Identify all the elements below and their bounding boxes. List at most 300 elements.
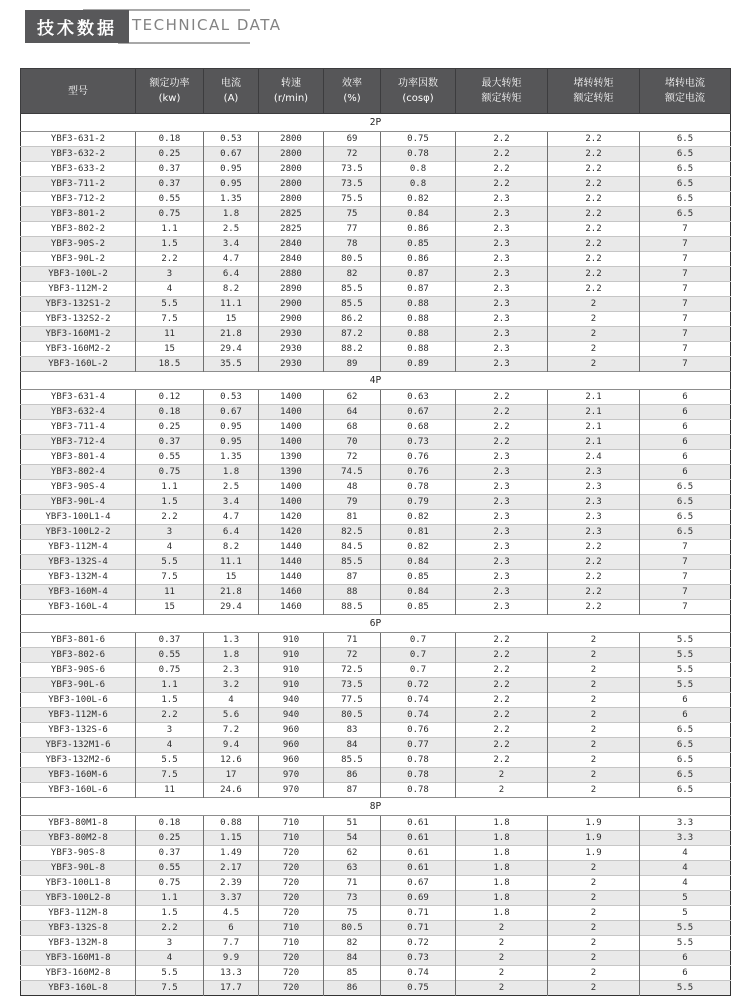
value-cell: 2.3 [548, 480, 640, 495]
table-row [21, 936, 731, 951]
model-cell: YBF3-90L-6 [21, 678, 136, 693]
value-cell: 0.88 [381, 312, 456, 327]
value-cell: 720 [259, 876, 324, 891]
column-header-line2: 额定转矩 [573, 93, 614, 104]
value-cell: 86.2 [324, 312, 381, 327]
value-cell: 2.3 [456, 267, 548, 282]
value-cell: 75 [324, 207, 381, 222]
model-cell: YBF3-632-4 [21, 405, 136, 420]
value-cell: 1.8 [204, 465, 259, 480]
value-cell: 1.8 [456, 846, 548, 861]
model-cell: YBF3-132S-8 [21, 921, 136, 936]
value-cell: 7 [640, 297, 731, 312]
value-cell: 720 [259, 846, 324, 861]
table-row [21, 921, 731, 936]
value-cell: 720 [259, 891, 324, 906]
table-row [21, 966, 731, 981]
value-cell: 2.5 [204, 480, 259, 495]
column-header-line1: 转速 [281, 78, 301, 89]
value-cell: 0.18 [136, 816, 204, 831]
value-cell: 2.2 [136, 510, 204, 525]
column-header [324, 69, 381, 114]
value-cell: 2.17 [204, 861, 259, 876]
value-cell: 2 [456, 783, 548, 798]
value-cell: 2840 [259, 252, 324, 267]
table-row [21, 177, 731, 192]
value-cell: 2 [548, 357, 640, 372]
value-cell: 82 [324, 267, 381, 282]
value-cell: 0.75 [136, 465, 204, 480]
value-cell: 5.5 [640, 648, 731, 663]
value-cell: 1400 [259, 480, 324, 495]
value-cell: 6 [640, 390, 731, 405]
column-header-line2: 额定电流 [665, 93, 705, 104]
value-cell: 2.3 [456, 327, 548, 342]
section-label: 4P [21, 372, 731, 390]
value-cell: 2.2 [548, 177, 640, 192]
value-cell: 7 [640, 267, 731, 282]
value-cell: 2930 [259, 357, 324, 372]
value-cell: 80.5 [324, 708, 381, 723]
value-cell: 74.5 [324, 465, 381, 480]
value-cell: 0.37 [136, 177, 204, 192]
model-cell: YBF3-801-4 [21, 450, 136, 465]
table-row [21, 723, 731, 738]
value-cell: 17 [204, 768, 259, 783]
value-cell: 0.72 [381, 678, 456, 693]
model-cell: YBF3-711-2 [21, 177, 136, 192]
value-cell: 0.61 [381, 816, 456, 831]
value-cell: 710 [259, 921, 324, 936]
value-cell: 85.5 [324, 297, 381, 312]
value-cell: 1.8 [204, 207, 259, 222]
value-cell: 79 [324, 495, 381, 510]
value-cell: 0.67 [204, 405, 259, 420]
value-cell: 1420 [259, 510, 324, 525]
model-cell: YBF3-631-4 [21, 390, 136, 405]
value-cell: 2800 [259, 162, 324, 177]
table-row [21, 876, 731, 891]
value-cell: 6.5 [640, 525, 731, 540]
value-cell: 0.89 [381, 357, 456, 372]
value-cell: 2840 [259, 237, 324, 252]
value-cell: 4.5 [204, 906, 259, 921]
value-cell: 2.3 [456, 252, 548, 267]
value-cell: 0.79 [381, 495, 456, 510]
value-cell: 85 [324, 966, 381, 981]
value-cell: 0.18 [136, 405, 204, 420]
section-label: 8P [21, 798, 731, 816]
value-cell: 720 [259, 861, 324, 876]
value-cell: 17.7 [204, 981, 259, 996]
value-cell: 2900 [259, 312, 324, 327]
table-section-4p [21, 372, 731, 615]
value-cell: 2 [456, 951, 548, 966]
value-cell: 80.5 [324, 921, 381, 936]
value-cell: 0.55 [136, 861, 204, 876]
value-cell: 2825 [259, 222, 324, 237]
model-cell: YBF3-132M1-6 [21, 738, 136, 753]
value-cell: 2.3 [456, 585, 548, 600]
value-cell: 710 [259, 816, 324, 831]
value-cell: 0.71 [381, 921, 456, 936]
value-cell: 2 [548, 753, 640, 768]
value-cell: 6 [640, 693, 731, 708]
value-cell: 3 [136, 267, 204, 282]
value-cell: 0.75 [381, 981, 456, 996]
value-cell: 3.4 [204, 237, 259, 252]
model-cell: YBF3-132S1-2 [21, 297, 136, 312]
table-row [21, 570, 731, 585]
model-cell: YBF3-160M2-2 [21, 342, 136, 357]
value-cell: 21.8 [204, 327, 259, 342]
technical-data-table [20, 68, 731, 996]
table-row [21, 357, 731, 372]
value-cell: 2.3 [456, 540, 548, 555]
value-cell: 1.8 [456, 891, 548, 906]
table-row [21, 435, 731, 450]
value-cell: 85.5 [324, 555, 381, 570]
value-cell: 1.5 [136, 237, 204, 252]
value-cell: 720 [259, 951, 324, 966]
value-cell: 0.67 [381, 876, 456, 891]
value-cell: 2 [548, 342, 640, 357]
table-section-6p [21, 615, 731, 798]
column-header-line1: 功率因数 [398, 78, 438, 89]
model-cell: YBF3-160M1-8 [21, 951, 136, 966]
value-cell: 2 [548, 312, 640, 327]
model-cell: YBF3-132S-4 [21, 555, 136, 570]
value-cell: 1.5 [136, 906, 204, 921]
model-cell: YBF3-633-2 [21, 162, 136, 177]
value-cell: 85.5 [324, 282, 381, 297]
value-cell: 2.3 [548, 525, 640, 540]
value-cell: 4 [136, 540, 204, 555]
value-cell: 3 [136, 723, 204, 738]
value-cell: 0.78 [381, 753, 456, 768]
value-cell: 2 [548, 678, 640, 693]
value-cell: 1.1 [136, 891, 204, 906]
value-cell: 6.5 [640, 177, 731, 192]
value-cell: 2 [548, 663, 640, 678]
value-cell: 0.85 [381, 600, 456, 615]
value-cell: 2.2 [456, 693, 548, 708]
value-cell: 0.87 [381, 282, 456, 297]
value-cell: 2.3 [456, 495, 548, 510]
column-header-line1: 最大转矩 [481, 78, 522, 89]
value-cell: 2.2 [548, 267, 640, 282]
value-cell: 0.55 [136, 192, 204, 207]
value-cell: 1400 [259, 405, 324, 420]
value-cell: 3.3 [640, 831, 731, 846]
value-cell: 0.88 [381, 342, 456, 357]
value-cell: 2 [548, 981, 640, 996]
value-cell: 1400 [259, 495, 324, 510]
column-header-line2: 额定转矩 [481, 93, 522, 104]
value-cell: 72 [324, 648, 381, 663]
value-cell: 2.3 [204, 663, 259, 678]
value-cell: 6.5 [640, 495, 731, 510]
value-cell: 5.5 [136, 555, 204, 570]
value-cell: 2.2 [456, 177, 548, 192]
model-cell: YBF3-90S-2 [21, 237, 136, 252]
value-cell: 2 [548, 891, 640, 906]
value-cell: 0.74 [381, 966, 456, 981]
value-cell: 2 [548, 738, 640, 753]
value-cell: 6.5 [640, 147, 731, 162]
value-cell: 6.5 [640, 132, 731, 147]
model-cell: YBF3-100L-2 [21, 267, 136, 282]
value-cell: 1.8 [456, 831, 548, 846]
value-cell: 82 [324, 936, 381, 951]
value-cell: 86 [324, 768, 381, 783]
value-cell: 63 [324, 861, 381, 876]
table-row [21, 708, 731, 723]
value-cell: 73.5 [324, 678, 381, 693]
value-cell: 710 [259, 831, 324, 846]
model-cell: YBF3-802-6 [21, 648, 136, 663]
value-cell: 2.3 [456, 600, 548, 615]
table-row [21, 282, 731, 297]
value-cell: 2 [548, 297, 640, 312]
value-cell: 62 [324, 846, 381, 861]
value-cell: 0.95 [204, 435, 259, 450]
value-cell: 4 [204, 693, 259, 708]
column-header [456, 69, 548, 114]
value-cell: 2.2 [456, 633, 548, 648]
value-cell: 7 [640, 327, 731, 342]
value-cell: 2 [548, 327, 640, 342]
value-cell: 62 [324, 390, 381, 405]
value-cell: 1.8 [204, 648, 259, 663]
value-cell: 1.1 [136, 480, 204, 495]
value-cell: 720 [259, 966, 324, 981]
table-row [21, 495, 731, 510]
model-cell: YBF3-112M-2 [21, 282, 136, 297]
value-cell: 75.5 [324, 192, 381, 207]
value-cell: 2.1 [548, 420, 640, 435]
value-cell: 2 [548, 951, 640, 966]
value-cell: 2 [548, 633, 640, 648]
value-cell: 7.5 [136, 312, 204, 327]
value-cell: 0.68 [381, 420, 456, 435]
value-cell: 5.5 [640, 633, 731, 648]
value-cell: 87 [324, 783, 381, 798]
value-cell: 9.9 [204, 951, 259, 966]
value-cell: 2.1 [548, 405, 640, 420]
value-cell: 0.86 [381, 222, 456, 237]
value-cell: 73.5 [324, 162, 381, 177]
model-cell: YBF3-132M-4 [21, 570, 136, 585]
value-cell: 7 [640, 570, 731, 585]
value-cell: 0.82 [381, 510, 456, 525]
value-cell: 0.53 [204, 132, 259, 147]
model-cell: YBF3-90L-4 [21, 495, 136, 510]
header-rule-bottom [118, 42, 250, 44]
table-row [21, 678, 731, 693]
column-header-line1: 电流 [221, 78, 241, 89]
model-cell: YBF3-632-2 [21, 147, 136, 162]
value-cell: 4 [136, 951, 204, 966]
value-cell: 0.69 [381, 891, 456, 906]
value-cell: 1390 [259, 465, 324, 480]
value-cell: 7 [640, 600, 731, 615]
value-cell: 910 [259, 663, 324, 678]
value-cell: 1.35 [204, 192, 259, 207]
value-cell: 2930 [259, 342, 324, 357]
value-cell: 2.3 [548, 510, 640, 525]
value-cell: 2 [456, 768, 548, 783]
value-cell: 1.5 [136, 495, 204, 510]
value-cell: 5.6 [204, 708, 259, 723]
value-cell: 0.78 [381, 783, 456, 798]
value-cell: 0.88 [381, 297, 456, 312]
value-cell: 5 [640, 906, 731, 921]
value-cell: 2.2 [456, 390, 548, 405]
value-cell: 0.7 [381, 663, 456, 678]
table-header [21, 69, 731, 114]
value-cell: 7.7 [204, 936, 259, 951]
value-cell: 3 [136, 525, 204, 540]
value-cell: 1.5 [136, 693, 204, 708]
value-cell: 2.2 [456, 435, 548, 450]
value-cell: 2890 [259, 282, 324, 297]
value-cell: 4.7 [204, 510, 259, 525]
value-cell: 2.2 [548, 207, 640, 222]
value-cell: 4.7 [204, 252, 259, 267]
value-cell: 2.3 [456, 450, 548, 465]
value-cell: 2 [456, 921, 548, 936]
model-cell: YBF3-90L-2 [21, 252, 136, 267]
value-cell: 2.2 [456, 147, 548, 162]
value-cell: 1460 [259, 585, 324, 600]
value-cell: 2.3 [548, 495, 640, 510]
value-cell: 6.4 [204, 267, 259, 282]
value-cell: 15 [204, 570, 259, 585]
table-row [21, 297, 731, 312]
value-cell: 2.2 [456, 738, 548, 753]
value-cell: 0.86 [381, 252, 456, 267]
value-cell: 1440 [259, 570, 324, 585]
value-cell: 5 [640, 891, 731, 906]
table-row [21, 147, 731, 162]
value-cell: 5.5 [640, 678, 731, 693]
value-cell: 2.3 [456, 297, 548, 312]
model-cell: YBF3-90S-8 [21, 846, 136, 861]
value-cell: 64 [324, 405, 381, 420]
table-row [21, 390, 731, 405]
value-cell: 2 [548, 708, 640, 723]
value-cell: 4 [640, 846, 731, 861]
value-cell: 960 [259, 723, 324, 738]
value-cell: 1.35 [204, 450, 259, 465]
value-cell: 1400 [259, 435, 324, 450]
value-cell: 0.37 [136, 846, 204, 861]
value-cell: 69 [324, 132, 381, 147]
value-cell: 6.5 [640, 192, 731, 207]
table-row [21, 600, 731, 615]
table-row [21, 555, 731, 570]
value-cell: 2 [548, 966, 640, 981]
value-cell: 0.25 [136, 147, 204, 162]
column-header [640, 69, 731, 114]
value-cell: 2880 [259, 267, 324, 282]
value-cell: 0.77 [381, 738, 456, 753]
value-cell: 2.39 [204, 876, 259, 891]
column-header-line2: (A) [223, 93, 239, 104]
value-cell: 7 [640, 282, 731, 297]
value-cell: 1.1 [136, 678, 204, 693]
value-cell: 88.5 [324, 600, 381, 615]
value-cell: 15 [204, 312, 259, 327]
value-cell: 5.5 [136, 297, 204, 312]
value-cell: 15 [136, 600, 204, 615]
table-row [21, 648, 731, 663]
value-cell: 7 [640, 252, 731, 267]
model-cell: YBF3-160L-2 [21, 357, 136, 372]
value-cell: 0.78 [381, 768, 456, 783]
value-cell: 2.2 [548, 222, 640, 237]
value-cell: 5.5 [136, 966, 204, 981]
value-cell: 2.2 [548, 162, 640, 177]
model-cell: YBF3-711-4 [21, 420, 136, 435]
value-cell: 2 [548, 876, 640, 891]
table-row [21, 132, 731, 147]
value-cell: 2.3 [456, 207, 548, 222]
column-header-line1: 堵转电流 [665, 78, 705, 89]
value-cell: 88.2 [324, 342, 381, 357]
model-cell: YBF3-80M1-8 [21, 816, 136, 831]
value-cell: 0.8 [381, 177, 456, 192]
value-cell: 910 [259, 678, 324, 693]
value-cell: 84 [324, 738, 381, 753]
value-cell: 1390 [259, 450, 324, 465]
value-cell: 0.82 [381, 540, 456, 555]
value-cell: 84 [324, 951, 381, 966]
model-cell: YBF3-90S-6 [21, 663, 136, 678]
table-row [21, 540, 731, 555]
value-cell: 710 [259, 936, 324, 951]
value-cell: 88 [324, 585, 381, 600]
value-cell: 7 [640, 312, 731, 327]
value-cell: 0.73 [381, 951, 456, 966]
table-row [21, 237, 731, 252]
value-cell: 2.3 [456, 570, 548, 585]
value-cell: 1.9 [548, 846, 640, 861]
column-header-line1: 额定功率 [149, 78, 190, 89]
value-cell: 21.8 [204, 585, 259, 600]
value-cell: 0.76 [381, 723, 456, 738]
value-cell: 24.6 [204, 783, 259, 798]
value-cell: 0.37 [136, 633, 204, 648]
page-title-box [25, 10, 129, 43]
value-cell: 2 [548, 693, 640, 708]
value-cell: 2.4 [548, 450, 640, 465]
value-cell: 2.2 [456, 708, 548, 723]
value-cell: 8.2 [204, 282, 259, 297]
value-cell: 0.76 [381, 465, 456, 480]
value-cell: 1440 [259, 540, 324, 555]
value-cell: 6.5 [640, 738, 731, 753]
value-cell: 2.2 [456, 420, 548, 435]
value-cell: 5.5 [640, 981, 731, 996]
model-cell: YBF3-132M-8 [21, 936, 136, 951]
value-cell: 71 [324, 876, 381, 891]
value-cell: 0.25 [136, 831, 204, 846]
value-cell: 2 [548, 921, 640, 936]
value-cell: 7 [640, 357, 731, 372]
table-row [21, 981, 731, 996]
